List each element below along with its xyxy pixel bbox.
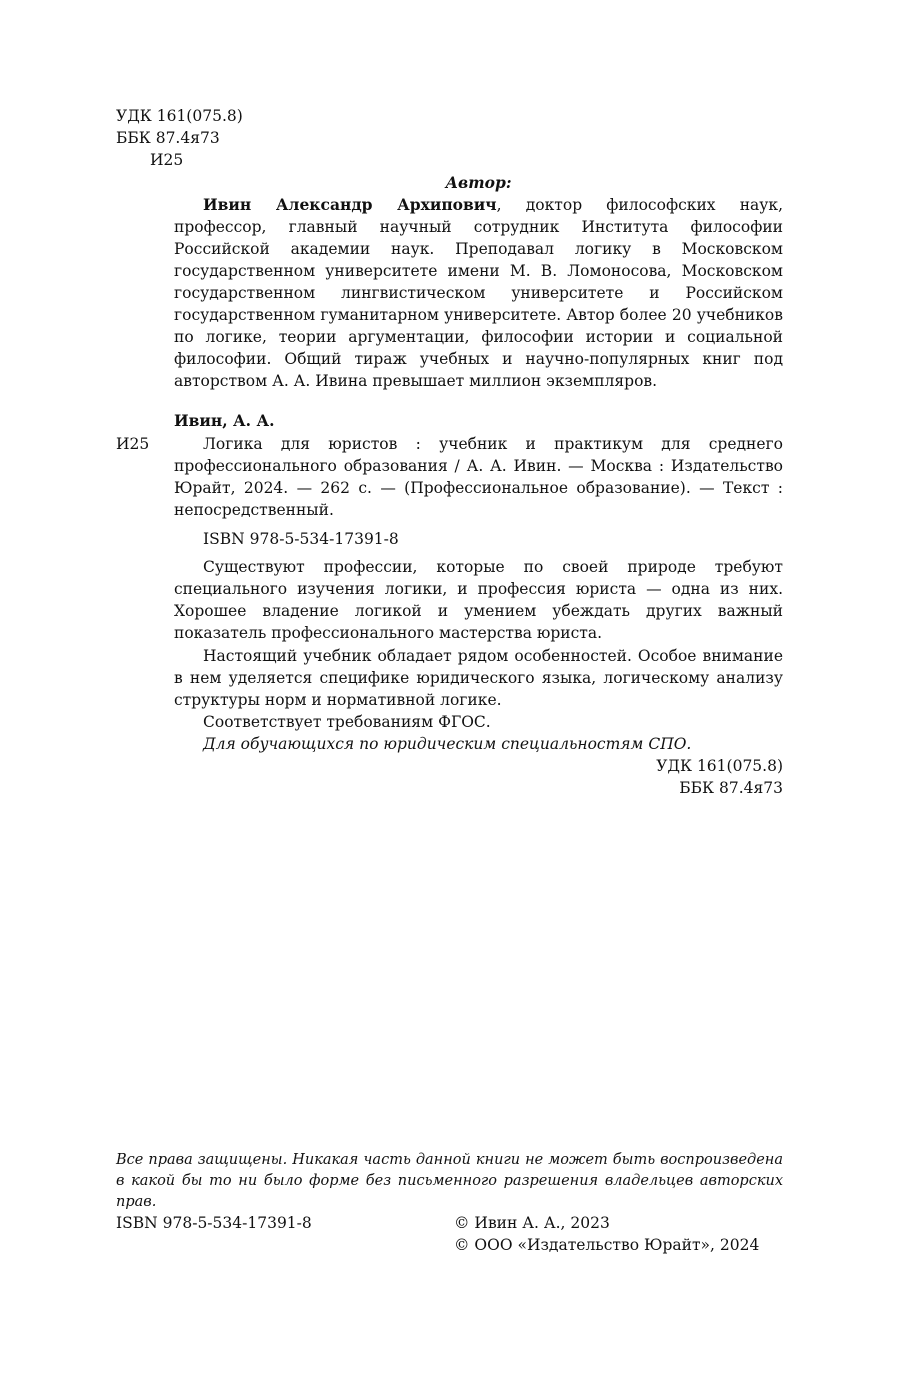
author-name: Ивин Александр Архипович [203,195,497,214]
author-bio-text: , доктор философских наук, профессор, главный научный сотрудник Института философии Российской академии наук. Преподавал логику в Московском государственном университете имени М. В. Ломоносова, Московском государственном лингвистическом университете и Российском государственном гуманитарном университете. Автор более 20 учебников по логике, теории аргументации, философии истории и социальной философии. Общий тираж учебных и научно-популярных книг под авторством А. А. Ивина превышает миллион экземпляров. [174,196,783,390]
rights-notice: Все права защищены. Никакая часть данной книги не может быть воспроизведена в какой бы то ни было форме без письменного разрешения владельцев авторских прав. [116,1152,783,1210]
annotation-paragraph-2: Настоящий учебник обладает рядом особенностей. Особое внимание в нем уделяется специфике юридического языка, логическому анализу структуры норм и нормативной логике. [174,647,783,709]
copyright-author: © Ивин А. А., 2023 [454,1214,610,1232]
bbk-bottom: ББК 87.4я73 [679,779,783,797]
catalog-isbn: ISBN 978-5-534-17391-8 [203,530,399,548]
author-heading: Автор: [445,173,512,192]
catalog-description: Логика для юристов : учебник и практикум для среднего профессионального образования / А. А. Ивин. — Москва : Издательство Юрайт, 2024. — 262 с. — (Профессиональное образование). — Текст : непосредственный. [174,435,783,519]
author-mark-top: И25 [150,151,184,169]
fgos-note: Соответствует требованиям ФГОС. [203,713,491,731]
audience-note: Для обучающихся по юридическим специальностям СПО. [203,735,692,753]
catalog-mark: И25 [116,435,150,453]
footer-isbn: ISBN 978-5-534-17391-8 [116,1214,312,1232]
author-bio [174,194,783,392]
bbk-top: ББК 87.4я73 [116,129,220,147]
copyright-publisher: © ООО «Издательство Юрайт», 2024 [454,1236,760,1254]
annotation-paragraph-1: Существуют профессии, которые по своей природе требуют специального изучения логики, и профессия юриста — одна из них. Хорошее владение логикой и умением убеждать других важный показатель профессионального мастерства юриста. [174,558,783,642]
udk-bottom: УДК 161(075.8) [656,757,783,775]
udk-top: УДК 161(075.8) [116,107,243,125]
catalog-author-header: Ивин, А. А. [174,411,275,430]
